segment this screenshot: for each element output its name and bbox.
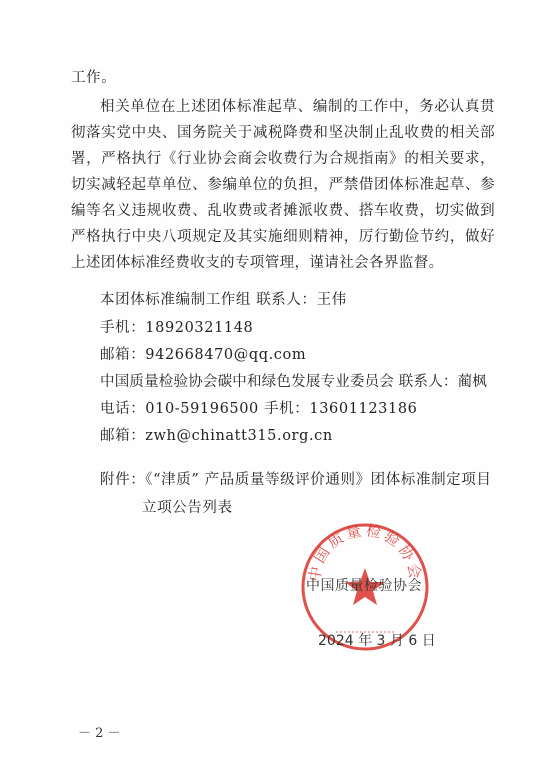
page-number: － 2 － [78, 726, 121, 741]
contact-email-line: 邮箱：942668470@qq.com [100, 347, 307, 363]
seal-text: 中国质量检验协会 [305, 521, 425, 583]
contact-mobile-line: 手机：18920321148 [100, 320, 254, 336]
first-line: 工作。 [71, 70, 117, 86]
contact-group-line: 本团体标准编制工作组 联系人：王伟 [100, 292, 347, 308]
signature-organization: 中国质量检验协会 [306, 578, 422, 594]
contact-committee-line: 中国质量检验协会碳中和绿色发展专业委员会 联系人：蔺枫 [100, 374, 488, 390]
body-paragraph: 相关单位在上述团体标准起草、编制的工作中，务必认真贯彻落实党中央、国务院关于减税降费和坚决制止乱收费的相关部署，严格执行《行业协会商会收费行为合规指南》的相关要求，切实减轻起草单位、参编单位的负担，严禁借团体标准起草、参编等名义违规收费、乱收费或者摊派收费、搭车收费，切实做到严格执行中央八项规定及其实施细则精神，厉行勤俭节约，做好上述团体标准经费收支的专项管理，谨请社会各界监督。 [71, 99, 495, 271]
contact-email2-line: 邮箱：zwh@chinatt315.org.cn [100, 428, 333, 444]
attachment-line: 附件：《“津质” 产品质量等级评价通则》团体标准制定项目 [100, 472, 492, 488]
signature-date: 2024 年 3 月 6 日 [318, 633, 436, 649]
contact-phone-line: 电话：010-59196500 手机：13601123186 [100, 401, 418, 417]
attachment-line-cont: 立项公告列表 [142, 500, 233, 516]
